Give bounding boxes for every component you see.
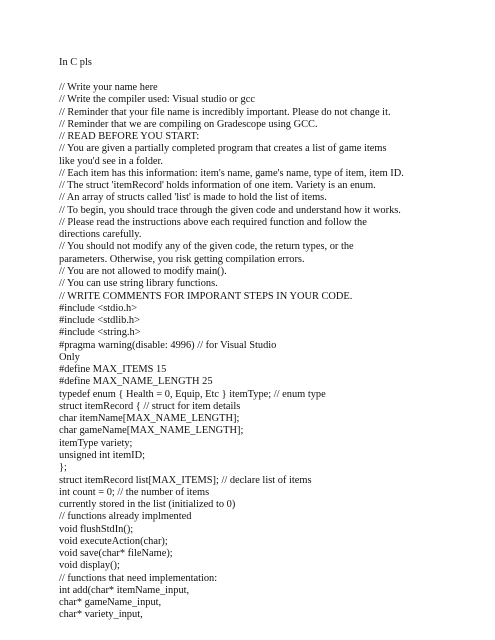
code-line: void display(); [59, 560, 120, 572]
code-line: // You are given a partially completed program that creates a list of game items [59, 143, 387, 155]
code-line: directions carefully. [59, 229, 142, 241]
code-line: unsigned int itemID; [59, 449, 146, 461]
code-listing [59, 82, 489, 622]
code-line: itemType variety; [59, 437, 133, 449]
code-line: typedef enum { Health = 0, Equip, Etc } itemType; // enum type [59, 388, 326, 400]
code-line: struct itemRecord list[MAX_ITEMS]; // declare list of items [59, 474, 312, 486]
code-line: char itemName[MAX_NAME_LENGTH]; [59, 413, 240, 425]
code-line: #define MAX_ITEMS 15 [59, 364, 167, 376]
code-line: currently stored in the list (initialized to 0) [59, 499, 236, 511]
code-line: void executeAction(char); [59, 535, 168, 547]
code-line: int add(char* itemName_input, [59, 584, 190, 596]
code-line: // You are not allowed to modify main(). [59, 265, 227, 277]
document-heading: In C pls [59, 57, 92, 68]
code-line: // Reminder that we are compiling on Gradescope using GCC. [59, 118, 318, 130]
code-line: // An array of structs called 'list' is made to hold the list of items. [59, 192, 327, 204]
code-line: // functions that need implementation: [59, 572, 218, 584]
code-line: char* gameName_input, [59, 597, 162, 609]
code-line: // Reminder that your file name is incredibly important. Please do not change it. [59, 106, 391, 118]
code-line: // Write your name here [59, 82, 158, 93]
code-line: // READ BEFORE YOU START: [59, 131, 200, 143]
code-line: }; [59, 462, 67, 474]
code-line: #define MAX_NAME_LENGTH 25 [59, 376, 213, 388]
code-line: #include <string.h> [59, 327, 141, 339]
code-line: // functions already implmented [59, 511, 192, 523]
code-line: // Write the compiler used: Visual studio or gcc [59, 94, 255, 106]
code-line: // To begin, you should trace through the given code and understand how it works. [59, 204, 401, 216]
code-line: #pragma warning(disable: 4996) // for Visual Studio [59, 339, 277, 351]
code-line: struct itemRecord { // struct for item details [59, 400, 241, 412]
code-line: #include <stdio.h> [59, 302, 138, 314]
code-line: // You can use string library functions. [59, 278, 218, 290]
code-line: // Please read the instructions above each required function and follow the [59, 216, 367, 228]
code-line: like you'd see in a folder. [59, 155, 164, 167]
code-line: void save(char* fileName); [59, 548, 173, 560]
code-line: // The struct 'itemRecord' holds information of one item. Variety is an enum. [59, 180, 376, 192]
code-line: // WRITE COMMENTS FOR IMPORANT STEPS IN YOUR CODE. [59, 290, 353, 302]
code-line: char* variety_input, [59, 609, 143, 621]
code-line: // You should not modify any of the given code, the return types, or the [59, 241, 354, 253]
code-line: Only [59, 351, 80, 363]
code-line: int count = 0; // the number of items [59, 486, 210, 498]
code-line: void flushStdIn(); [59, 523, 134, 535]
code-line: #include <stdlib.h> [59, 315, 140, 327]
code-line: char gameName[MAX_NAME_LENGTH]; [59, 425, 244, 437]
code-line: parameters. Otherwise, you risk getting compilation errors. [59, 253, 305, 265]
code-line: // Each item has this information: item's name, game's name, type of item, item ID. [59, 167, 404, 179]
